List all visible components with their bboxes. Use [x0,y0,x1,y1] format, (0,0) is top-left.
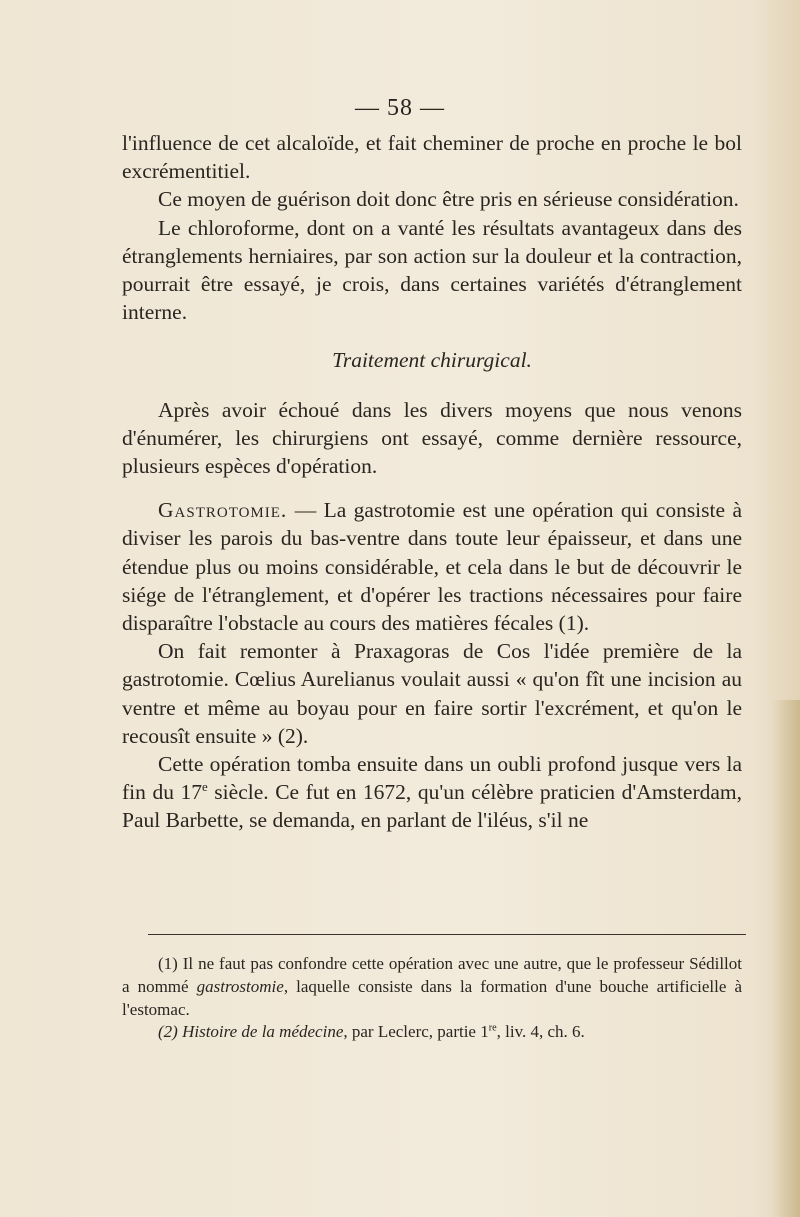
paragraph-gastrotomie [122,496,742,637]
footnote-2-superscript: re [488,1022,497,1034]
footnote-divider [148,934,746,935]
footnote-1 [122,953,742,1021]
main-text [122,129,742,835]
footnote-1-term: gastrostomie [196,976,284,996]
barbette-text-b: siècle. Ce fut en 1672, qu'un célèbre praticien d'Amsterdam, Paul Barbette, se demanda, en parlant de l'iléus, s'il ne [122,780,742,833]
footnote-2-text-a: , par Leclerc, partie 1 [343,1022,489,1042]
paragraph-continued: l'influence de cet alcaloïde, et fait cheminer de proche en proche le bol excrémentitiel. [122,131,742,184]
barbette-text-a: Cette opération tomba ensuite dans un oubli profond jusque vers la fin du 17 [122,752,742,805]
footnote-2-title: (2) Histoire de la médecine [158,1022,344,1042]
footnotes [122,953,742,1044]
page-edge-stain [772,700,800,1217]
page-number: — 58 — [355,95,445,121]
footnote-2 [122,1021,742,1044]
paragraph-chloroforme: Le chloroforme, dont on a vanté les résultats avantageux dans des étranglements herniaires, par son action sur la douleur et la contraction, pourrait être essayé, je crois, dans certaines variétés d'étranglement interne. [122,215,742,325]
footnote-2-text-b: , liv. 4, ch. 6. [496,1022,585,1042]
gastrotomie-text: — La gastrotomie est une opération qui consiste à diviser les parois du bas-ventre dans toute leur épaisseur, et dans une étendue plus ou moins considérable, et cela dans le but de découvrir le siége de l'étranglement, et d'opérer les tractions nécessaires pour faire disparaître l'obstacle au cours des matières fécales (1). [122,498,742,636]
paragraph-guerison: Ce moyen de guérison doit donc être pris en sérieuse considération. [158,187,739,212]
footnote-1-text-b: , laquelle consiste dans la formation d'une bouche artificielle à l'estomac. [122,976,742,1019]
paragraph-barbette [122,750,742,835]
gastrotomie-lead: Gastrotomie. [158,498,288,523]
paragraph-operations: Après avoir échoué dans les divers moyens que nous venons d'énumérer, les chirurgiens ont essayé, comme dernière ressource, plusieurs espèces d'opération. [122,397,742,479]
section-title: Traitement chirurgical. [332,348,532,373]
paragraph-praxagoras: On fait remonter à Praxagoras de Cos l'idée première de la gastrotomie. Cœlius Aurelianus voulait aussi « qu'on fît une incision au ventre et même au boyau pour en faire sortir l'excrément, et qu'on le recousît ensuite » (2). [122,639,742,748]
century-superscript: e [202,780,208,795]
footnote-1-text-a: (1) Il ne faut pas confondre cette opération avec une autre, que le professeur Sédillot a nommé [122,954,742,996]
